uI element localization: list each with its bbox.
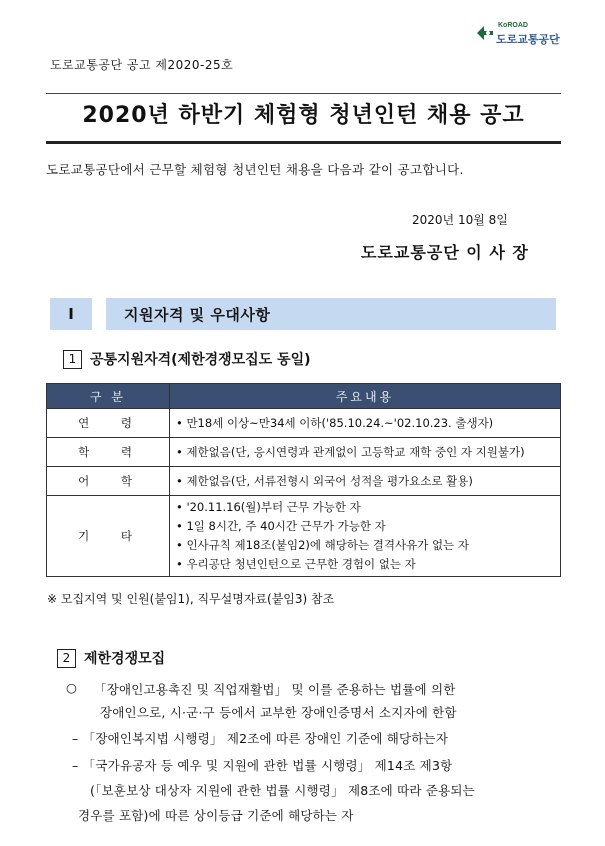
subheading-restricted	[57, 648, 165, 668]
table-row	[47, 496, 561, 577]
table-header-category: 구 분	[47, 384, 170, 409]
row-item: • '20.11.16(월)부터 근무 가능한 자	[176, 500, 361, 514]
row-item: • 우리공단 청년인턴으로 근무한 경험이 없는 자	[176, 557, 416, 571]
restricted-dash-2: – 「국가유공자 등 예우 및 지원에 관한 법률 시행령」 제14조 제3항	[72, 758, 453, 773]
footnote: ※ 모집지역 및 인원(붙임1), 직무설명자료(붙임3) 참조	[47, 592, 335, 606]
row-content	[170, 467, 561, 496]
row-category: 연 령	[47, 409, 170, 438]
logo-subtext: KoROAD	[498, 22, 528, 29]
qualifications-table	[46, 383, 561, 577]
table-header-row	[47, 384, 561, 409]
row-content	[170, 409, 561, 438]
title-bottom-rule	[46, 141, 561, 144]
koroad-logo	[470, 20, 580, 46]
row-category: 어 학	[47, 467, 170, 496]
restricted-line-1: 「장애인고용촉진 및 직업재활법」 및 이를 준용하는 법률에 의한	[94, 682, 456, 697]
logo-name: 도로교통공단	[496, 33, 560, 46]
row-item: • 인사규칙 제18조(붙임2)에 해당하는 결격사유가 없는 자	[176, 538, 469, 552]
subheading-number: 1	[63, 350, 82, 369]
notice-date: 2020년 10월 8일	[412, 213, 508, 227]
restricted-dash-2-cont-2: 경우를 포함)에 따른 상이등급 기준에 해당하는 자	[78, 808, 354, 823]
section-number: Ⅰ	[50, 298, 92, 330]
circle-bullet: ○	[66, 680, 78, 695]
table-row	[47, 438, 561, 467]
koroad-logo-mark-icon	[476, 24, 494, 42]
restricted-dash-1: – 「장애인복지법 시행령」 제2조에 따른 장애인 기준에 해당하는자	[72, 731, 449, 746]
section-title: 지원자격 및 우대사항	[106, 298, 556, 330]
subheading-number: 2	[57, 649, 76, 668]
subheading-title: 공통지원자격(제한경쟁모집도 동일)	[90, 352, 311, 368]
row-category: 학 력	[47, 438, 170, 467]
table-header-content: 주요내용	[170, 384, 561, 409]
subheading-title: 제한경쟁모집	[84, 651, 166, 667]
table-row	[47, 409, 561, 438]
restricted-dash-2-cont-1: (「보훈보상 대상자 지원에 관한 법률 시행령」 제8조에 따라 준용되는	[90, 783, 475, 798]
row-content	[170, 438, 561, 467]
row-category: 기 타	[47, 496, 170, 577]
signer: 도로교통공단 이 사 장	[361, 243, 529, 262]
row-item: • 제한없음(단, 서류전형시 외국어 성적을 평가요소로 활용)	[176, 473, 473, 488]
subheading-common-qualifications	[63, 349, 311, 369]
row-content	[170, 496, 561, 577]
title-top-rule	[46, 93, 561, 94]
restricted-line-2: 장애인으로, 시·군·구 등에서 교부한 장애인증명서 소지자에 한함	[100, 705, 457, 720]
table-row	[47, 467, 561, 496]
row-item: • 제한없음(단, 응시연령과 관계없이 고등학교 재학 중인 자 지원불가)	[176, 444, 525, 459]
intro-text: 도로교통공단에서 근무할 체험형 청년인턴 채용을 다음과 같이 공고합니다.	[46, 162, 464, 177]
page-title: 2020년 하반기 체험형 청년인턴 채용 공고	[82, 103, 525, 128]
notice-number: 도로교통공단 공고 제2020-25호	[50, 58, 234, 72]
row-item: • 1일 8시간, 주 40시간 근무가 가능한 자	[176, 519, 386, 533]
row-item: • 만18세 이상~만34세 이하('85.10.24.~'02.10.23. 출생자)	[176, 415, 494, 430]
